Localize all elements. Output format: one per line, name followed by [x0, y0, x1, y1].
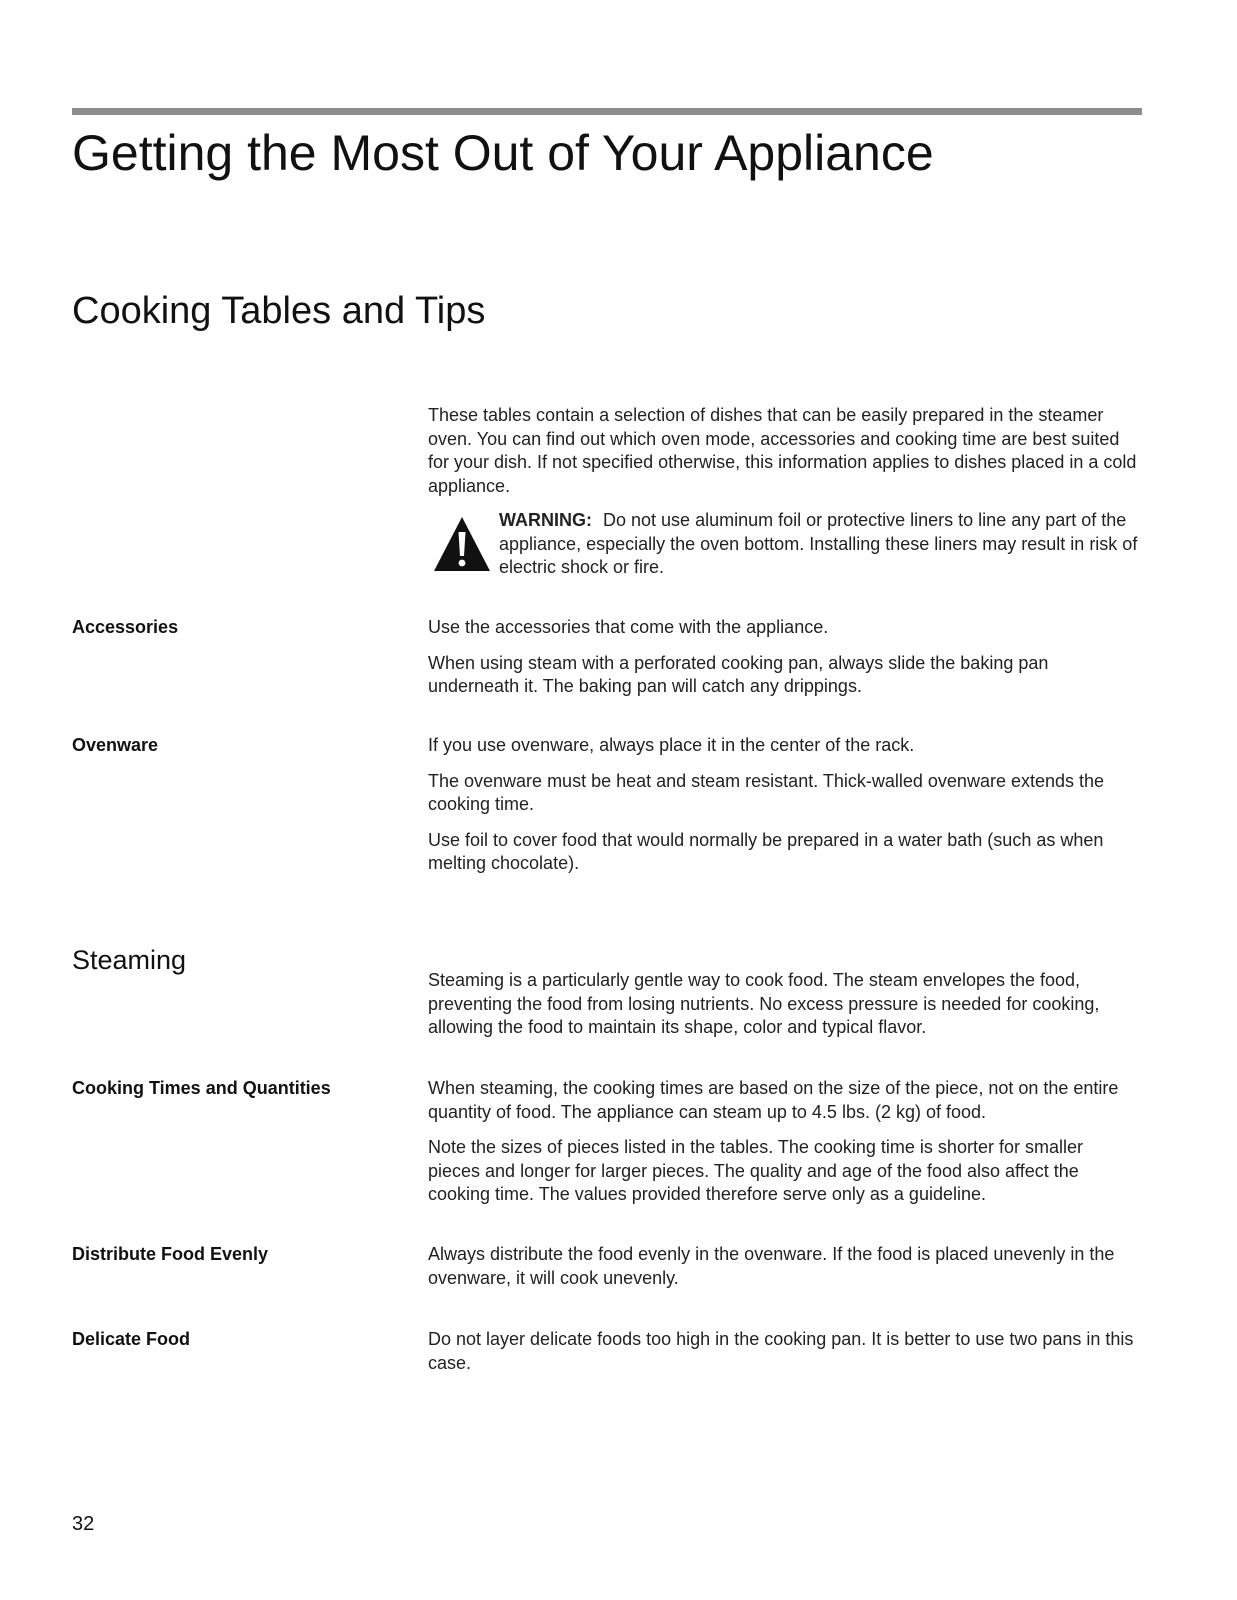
distribute-label: Distribute Food Evenly — [72, 1244, 269, 1264]
delicate-paragraph: Do not layer delicate foods too high in the cooking pan. It is better to use two pans in this case. — [428, 1329, 1134, 1373]
delicate-body — [428, 1328, 1138, 1375]
warning-message: Do not use aluminum foil or protective liners to line any part of the appliance, especially the oven bottom. Installing these liners may result in risk of electric shock or fire. — [499, 510, 1138, 577]
intro-paragraph: These tables contain a selection of dishes that can be easily prepared in the steamer oven. You can find out which oven mode, accessories and cooking time are best suited for your dish. If not specified otherwise, this information applies to dishes placed in a cold appliance. — [428, 405, 1137, 496]
ovenware-paragraph: The ovenware must be heat and steam resistant. Thick-walled ovenware extends the cooking time. — [428, 770, 1105, 814]
page-title: Getting the Most Out of Your Appliance — [72, 125, 934, 181]
warning-label: WARNING: — [499, 510, 592, 530]
warning-notice — [428, 509, 1138, 581]
section-intro — [428, 404, 1138, 498]
accessories-paragraph: When using steam with a perforated cooking pan, always slide the baking pan underneath it. The baking pan will catch any drippings. — [428, 652, 1049, 696]
warning-triangle-icon — [432, 515, 492, 573]
section-title: Cooking Tables and Tips — [72, 290, 486, 332]
steaming-paragraph: Steaming is a particularly gentle way to cook food. The steam envelopes the food, preventing the food from losing nutrients. No excess pressure is needed for cooking, allowing the food to maintain its shape, color and typical flavor. — [428, 970, 1100, 1037]
accessories-body — [428, 616, 1138, 699]
steaming-body — [428, 969, 1138, 1040]
accessories-paragraph: Use the accessories that come with the appliance. — [428, 617, 829, 637]
steaming-title: Steaming — [72, 945, 187, 975]
distribute-paragraph: Always distribute the food evenly in the ovenware. If the food is placed unevenly in the ovenware, it will cook unevenly. — [428, 1244, 1115, 1288]
ovenware-label: Ovenware — [72, 735, 159, 755]
ovenware-paragraph: If you use ovenware, always place it in the center of the rack. — [428, 735, 915, 755]
ovenware-paragraph: Use foil to cover food that would normally be prepared in a water bath (such as when melting chocolate). — [428, 829, 1104, 873]
cooking-times-paragraph: When steaming, the cooking times are based on the size of the piece, not on the entire quantity of food. The appliance can steam up to 4.5 lbs. (2 kg) of food. — [428, 1078, 1119, 1122]
cooking-times-body — [428, 1077, 1138, 1207]
warning-text — [499, 509, 1139, 580]
accessories-label: Accessories — [72, 617, 179, 637]
page-number: 32 — [72, 1513, 95, 1535]
cooking-times-paragraph: Note the sizes of pieces listed in the tables. The cooking time is shorter for smaller pieces and longer for larger pieces. The quality and age of the food also affect the cooking time. The values provided therefore serve only as a guideline. — [428, 1137, 1083, 1204]
cooking-times-label: Cooking Times and Quantities — [72, 1078, 331, 1098]
delicate-label: Delicate Food — [72, 1329, 191, 1349]
ovenware-body — [428, 734, 1138, 876]
header-rule — [72, 108, 1142, 115]
distribute-body — [428, 1243, 1138, 1290]
